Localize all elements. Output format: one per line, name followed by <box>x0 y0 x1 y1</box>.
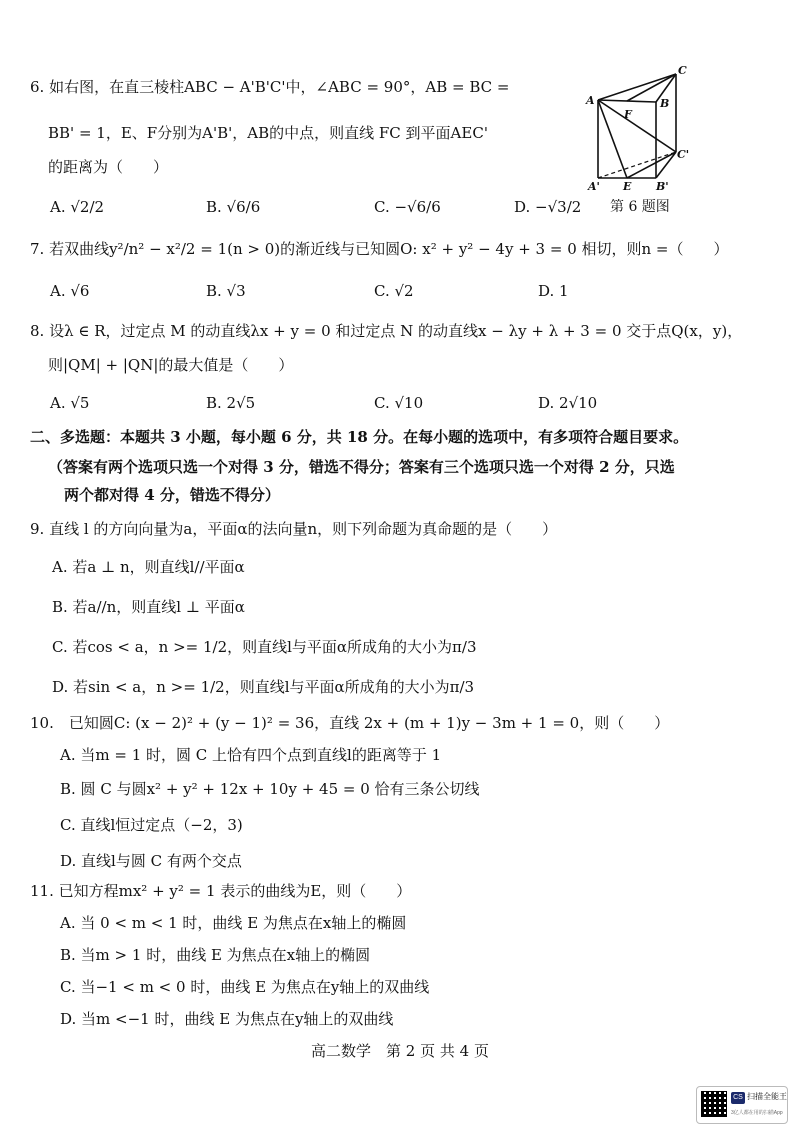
q10-line1: 10. 已知圆C: (x − 2)² + (y − 1)² = 36，直线 2x + (m + 1)y − 3m + 1 = 0，则（ ） <box>30 714 670 732</box>
page-footer: 高二数学 第 2 页 共 4 页 <box>311 1042 489 1060</box>
q8-option-d: D. 2√10 <box>538 394 598 412</box>
q9-option-c: C. 若cos < a，n >= 1/2，则直线l与平面α所成角的大小为π/3 <box>52 638 477 656</box>
q6-line1: 6. 如右图，在直三棱柱ABC − A'B'C'中，∠ABC = 90°，AB = BC = <box>30 78 510 96</box>
q10-option-b: B. 圆 C 与圆x² + y² + 12x + 10y + 45 = 0 恰有三条公切线 <box>60 780 480 798</box>
q7-option-b: B. √3 <box>206 282 246 300</box>
fig-label-c: C <box>678 64 687 77</box>
q6-option-b: B. √6/6 <box>206 198 261 216</box>
stamp-title: 扫描全能王 <box>747 1092 787 1101</box>
qr-code-icon <box>701 1091 727 1117</box>
q7-line1: 7. 若双曲线y²/n² − x²/2 = 1(n > 0)的渐近线与已知圆O: x² + y² − 4y + 3 = 0 相切，则n =（ ） <box>30 240 729 258</box>
fig-label-b: B <box>660 97 670 110</box>
q9-option-d: D. 若sin < a，n >= 1/2，则直线l与平面α所成角的大小为π/3 <box>52 678 475 696</box>
scanner-watermark <box>696 1086 788 1124</box>
q6-line3: 的距离为（ ） <box>48 158 169 176</box>
q7-option-a: A. √6 <box>50 282 90 300</box>
q11-line1: 11. 已知方程mx² + y² = 1 表示的曲线为E，则（ ） <box>30 882 412 900</box>
section2-note1: （答案有两个选项只选一个对得 3 分，错选不得分；答案有三个选项只选一个对得 2 分，只选 <box>48 458 675 476</box>
q8-option-c: C. √10 <box>374 394 424 412</box>
q11-option-c: C. 当−1 < m < 0 时，曲线 E 为焦点在y轴上的双曲线 <box>60 978 430 996</box>
fig-label-b-prime: B' <box>656 180 669 193</box>
section2-title: 二、多选题：本题共 3 小题，每小题 6 分，共 18 分。在每小题的选项中，有多项符合题目要求。 <box>30 428 689 446</box>
q7-option-d: D. 1 <box>538 282 569 300</box>
q6-option-d: D. −√3/2 <box>514 198 582 216</box>
q6-line2: BB' = 1，E、F分别为A'B'，AB的中点，则直线 FC 到平面AEC' <box>48 124 488 142</box>
q8-line1: 8. 设λ ∈ R，过定点 M 的动直线λx + y = 0 和过定点 N 的动直线x − λy + λ + 3 = 0 交于点Q(x，y)， <box>30 322 743 340</box>
q10-option-d: D. 直线l与圆 C 有两个交点 <box>60 852 242 870</box>
q9-line1: 9. 直线 l 的方向向量为a，平面α的法向量n，则下列命题为真命题的是（ ） <box>30 520 558 538</box>
q11-option-b: B. 当m > 1 时，曲线 E 为焦点在x轴上的椭圆 <box>60 946 371 964</box>
fig-label-a-prime: A' <box>588 180 600 193</box>
section2-note2: 两个都对得 4 分，错选不得分） <box>64 486 280 504</box>
q9-option-a: A. 若a ⊥ n，则直线l//平面α <box>52 558 245 576</box>
q6-option-c: C. −√6/6 <box>374 198 441 216</box>
fig-label-e: E <box>623 180 632 193</box>
q7-option-c: C. √2 <box>374 282 414 300</box>
fig-label-c-prime: C' <box>677 148 690 161</box>
q8-line2: 则|QM| + |QN|的最大值是（ ） <box>48 356 294 374</box>
q9-option-b: B. 若a//n，则直线l ⊥ 平面α <box>52 598 245 616</box>
q8-option-a: A. √5 <box>50 394 90 412</box>
q11-option-a: A. 当 0 < m < 1 时，曲线 E 为焦点在x轴上的椭圆 <box>60 914 407 932</box>
q8-option-b: B. 2√5 <box>206 394 256 412</box>
cs-logo-icon: CS <box>731 1092 745 1104</box>
q10-option-a: A. 当m = 1 时，圆 C 上恰有四个点到直线l的距离等于 1 <box>60 746 442 764</box>
fig-label-a: A <box>586 94 595 107</box>
q11-option-d: D. 当m <−1 时，曲线 E 为焦点在y轴上的双曲线 <box>60 1010 394 1028</box>
stamp-subtitle: 3亿人都在用的扫描App <box>731 1110 783 1116</box>
figure-caption: 第 6 题图 <box>610 199 670 215</box>
q6-option-a: A. √2/2 <box>50 198 105 216</box>
q10-option-c: C. 直线l恒过定点（−2，3) <box>60 816 243 834</box>
fig-label-f: F <box>624 108 632 121</box>
